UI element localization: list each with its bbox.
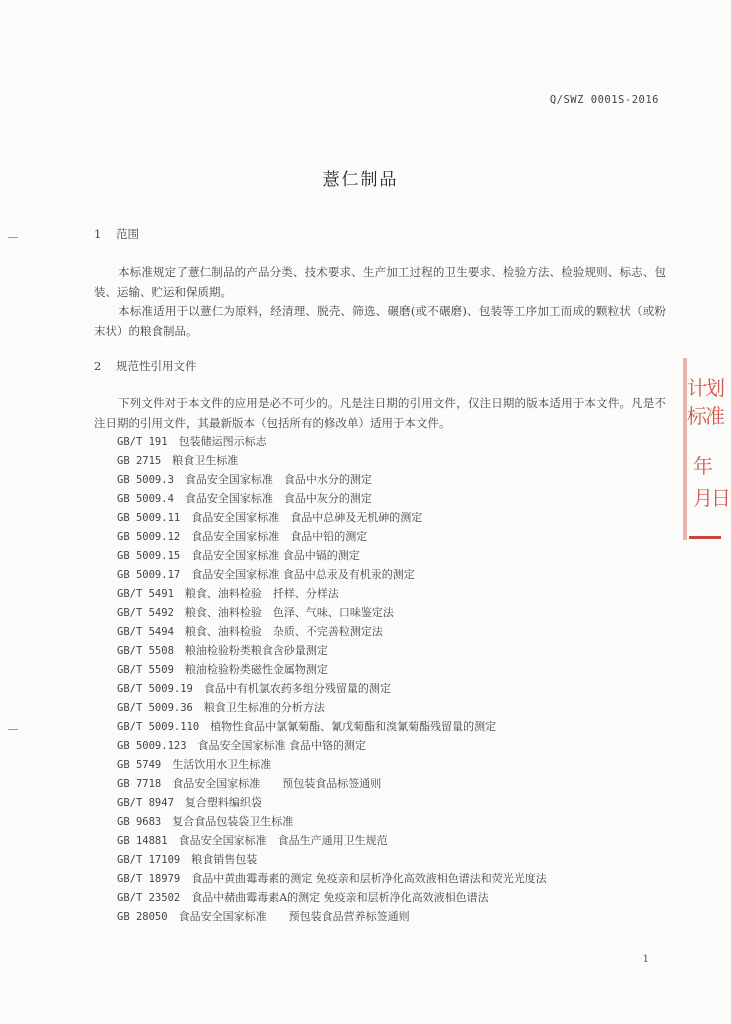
reference-item	[117, 489, 547, 508]
reference-item	[117, 451, 547, 470]
stamp-char: 月	[693, 486, 713, 510]
reference-item	[117, 888, 547, 907]
reference-code: GB/T 18979	[117, 873, 181, 885]
reference-title: 复合食品包装袋卫生标准	[172, 815, 294, 828]
reference-title: 食品安全国家标准 预包装食品营养标签通则	[178, 910, 410, 923]
reference-title: 食品安全国家标准 食品中总汞及有机汞的测定	[191, 568, 415, 581]
stamp-char: 准	[705, 404, 725, 428]
reference-title: 复合塑料编织袋	[184, 796, 262, 809]
section-title: 范围	[116, 227, 139, 241]
section-2-paragraph-1: 下列文件对于本文件的应用是必不可少的。凡是注日期的引用文件，仅注日期的版本适用于本文件。凡是不注日期的引用文件，其最新版本（包括所有的修改单）适用于本文件。	[94, 396, 666, 430]
reference-code: GB/T 5494	[117, 626, 174, 638]
stamp-rule	[689, 536, 721, 539]
reference-code: GB/T 8947	[117, 797, 174, 809]
reference-code: GB/T 5009.36	[117, 702, 193, 714]
stamp-char: 计	[687, 376, 707, 400]
reference-code: GB 5009.12	[117, 531, 181, 543]
reference-code: GB 5009.3	[117, 474, 174, 486]
reference-item	[117, 508, 547, 527]
reference-title: 食品安全国家标准 食品中总砷及无机砷的测定	[191, 511, 423, 524]
reference-item	[117, 736, 547, 755]
reference-code: GB 14881	[117, 835, 168, 847]
reference-code: GB/T 5492	[117, 607, 174, 619]
reference-item	[117, 603, 547, 622]
section-1-paragraph-2: 本标准适用于以薏仁为原料，经清理、脱壳、筛选、碾磨(或不碾磨)、包装等工序加工而成的颗粒状（或粉末状）的粮食制品。	[94, 304, 666, 338]
reference-item	[117, 850, 547, 869]
stamp-char: 年	[693, 454, 713, 478]
page-title: 薏仁制品	[322, 170, 399, 190]
reference-code: GB/T 5491	[117, 588, 174, 600]
reference-item	[117, 546, 547, 565]
reference-title: 食品安全国家标准 食品中镉的测定	[191, 549, 360, 562]
reference-code: GB 5009.11	[117, 512, 181, 524]
reference-item	[117, 793, 547, 812]
reference-title: 粮食、油料检验 杂质、不完善粒测定法	[184, 625, 383, 638]
reference-item	[117, 584, 547, 603]
reference-code: GB/T 5009.110	[117, 721, 200, 733]
stamp-char: 标	[687, 404, 707, 428]
reference-item	[117, 774, 547, 793]
reference-title: 食品安全国家标准 预包装食品标签通则	[172, 777, 382, 790]
reference-code: GB 7718	[117, 778, 162, 790]
reference-title: 生活饮用水卫生标准	[172, 758, 272, 771]
section-number: 2	[94, 359, 102, 373]
reference-item	[117, 641, 547, 660]
reference-item	[117, 432, 547, 451]
reference-title: 粮食卫生标准的分析方法	[203, 701, 325, 714]
reference-title: 粮油检验粉类粮食含砂量测定	[184, 644, 328, 657]
section-2-heading	[94, 358, 197, 374]
margin-mark	[8, 729, 18, 730]
reference-code: GB/T 23502	[117, 892, 181, 904]
page-number: 1	[642, 954, 649, 965]
reference-item	[117, 679, 547, 698]
reference-title: 食品安全国家标准 食品中水分的测定	[184, 473, 372, 486]
standard-code: Q/SWZ 0001S-2016	[549, 94, 659, 106]
reference-title: 食品中黄曲霉毒素的测定 免疫亲和层析净化高效液相色谱法和荧光光度法	[191, 872, 547, 885]
reference-code: GB 5009.17	[117, 569, 181, 581]
reference-item	[117, 831, 547, 850]
reference-code: GB/T 5509	[117, 664, 174, 676]
reference-title: 食品中赭曲霉毒素A的测定 免疫亲和层析净化高效液相色谱法	[191, 891, 489, 904]
reference-title: 食品中有机氯农药多组分残留量的测定	[203, 682, 391, 695]
reference-item	[117, 907, 547, 926]
reference-code: GB 5749	[117, 759, 162, 771]
reference-code: GB 28050	[117, 911, 168, 923]
red-stamp	[683, 358, 731, 540]
reference-title: 包装储运图示标志	[178, 435, 267, 448]
stamp-char: 划	[705, 376, 725, 400]
reference-item	[117, 869, 547, 888]
section-title: 规范性引用文件	[116, 359, 197, 373]
margin-mark	[8, 237, 18, 238]
reference-title: 食品安全国家标准 食品中灰分的测定	[184, 492, 372, 505]
reference-title: 食品安全国家标准 食品生产通用卫生规范	[178, 834, 388, 847]
reference-code: GB/T 191	[117, 436, 168, 448]
reference-item	[117, 755, 547, 774]
reference-code: GB 5009.15	[117, 550, 181, 562]
reference-item	[117, 622, 547, 641]
reference-item	[117, 470, 547, 489]
reference-code: GB 5009.4	[117, 493, 174, 505]
reference-code: GB 2715	[117, 455, 162, 467]
reference-item	[117, 565, 547, 584]
reference-item	[117, 812, 547, 831]
reference-title: 粮食、油料检验 扦样、分样法	[184, 587, 339, 600]
reference-title: 植物性食品中氯氰菊酯、氰戊菊酯和溴氰菊酯残留量的测定	[210, 720, 497, 733]
reference-item	[117, 698, 547, 717]
reference-code: GB/T 17109	[117, 854, 181, 866]
reference-list	[117, 432, 547, 926]
reference-item	[117, 527, 547, 546]
reference-title: 粮油检验粉类磁性金属物测定	[184, 663, 328, 676]
section-number: 1	[94, 227, 102, 241]
reference-code: GB/T 5009.19	[117, 683, 193, 695]
reference-title: 食品安全国家标准 食品中铅的测定	[191, 530, 368, 543]
reference-code: GB/T 5508	[117, 645, 174, 657]
stamp-char: 日	[711, 486, 731, 510]
reference-item	[117, 717, 547, 736]
reference-code: GB 5009.123	[117, 740, 187, 752]
reference-item	[117, 660, 547, 679]
section-1-heading	[94, 226, 139, 242]
section-1-paragraph-1: 本标准规定了薏仁制品的产品分类、技术要求、生产加工过程的卫生要求、检验方法、检验规则、标志、包装、运输、贮运和保质期。	[94, 265, 666, 299]
reference-code: GB 9683	[117, 816, 162, 828]
reference-title: 粮食、油料检验 色泽、气味、口味鉴定法	[184, 606, 394, 619]
reference-title: 粮食销售包装	[191, 853, 258, 866]
reference-title: 食品安全国家标准 食品中铬的测定	[197, 739, 367, 752]
reference-title: 粮食卫生标准	[172, 454, 239, 467]
